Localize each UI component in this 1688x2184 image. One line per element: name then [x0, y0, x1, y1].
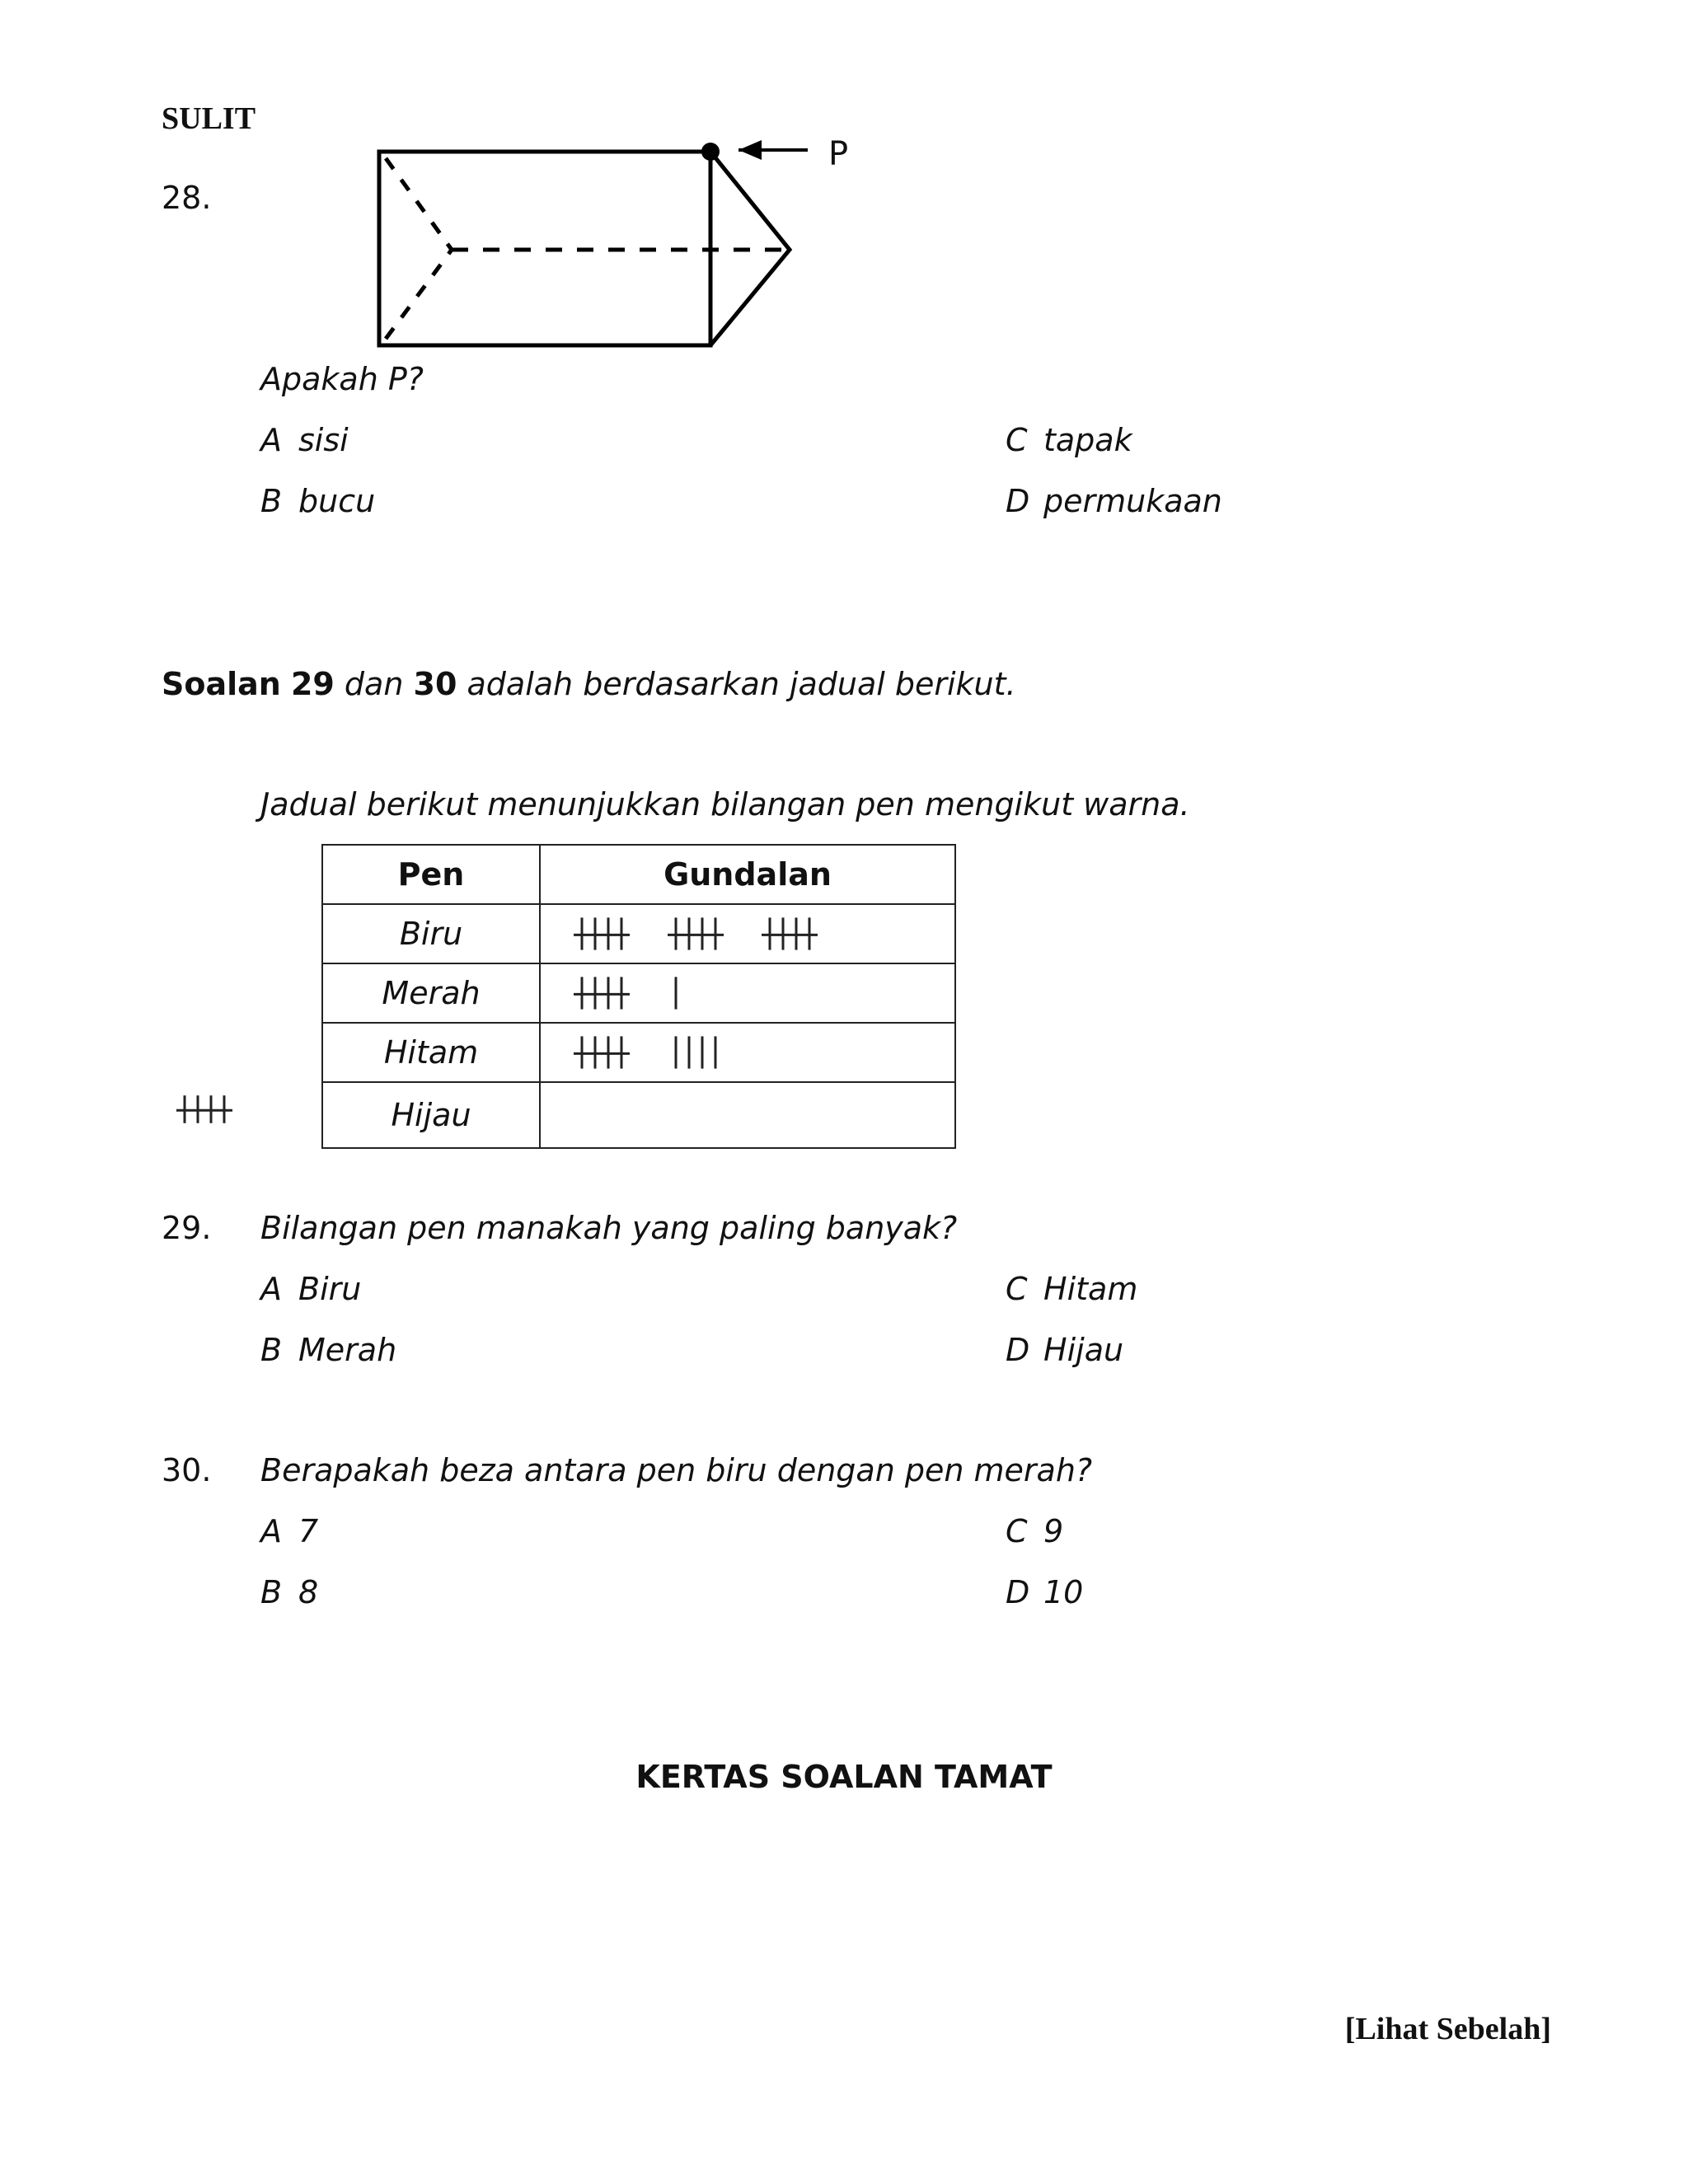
option-letter: D	[1006, 1574, 1030, 1610]
option-letter: D	[1006, 1332, 1030, 1368]
tally-marks	[540, 1023, 955, 1082]
q29-option-b[interactable]	[260, 1332, 396, 1368]
option-text: sisi	[298, 422, 349, 458]
label-p: P	[828, 135, 849, 173]
hidden-edge-bottom	[386, 250, 452, 339]
pen-biru: Biru	[322, 904, 540, 963]
arrow-head	[738, 140, 762, 160]
table-caption: Jadual berikut menunjukkan bilangan pen mengikut warna.	[260, 786, 1190, 823]
option-letter: C	[1006, 1271, 1028, 1307]
question-28-number: 28.	[162, 180, 212, 216]
pen-hitam: Hitam	[322, 1023, 540, 1082]
question-30-text: Berapakah beza antara pen biru dengan pen merah?	[260, 1452, 1093, 1488]
option-text: tapak	[1043, 422, 1132, 458]
prism-front-face	[379, 152, 710, 345]
option-text: Merah	[298, 1332, 397, 1368]
option-letter: B	[260, 1332, 283, 1368]
q28-option-a[interactable]	[260, 422, 349, 458]
option-letter: D	[1006, 483, 1030, 519]
prism-figure	[363, 132, 857, 354]
tally-marks-empty	[540, 1082, 955, 1148]
tally-drawing	[541, 905, 954, 963]
q30-option-d[interactable]	[1006, 1574, 1083, 1610]
option-text: 7	[298, 1513, 319, 1549]
q30-option-a[interactable]	[260, 1513, 318, 1549]
option-letter: B	[260, 1574, 283, 1610]
tally-table	[321, 844, 956, 1149]
tally-drawing	[170, 1085, 285, 1134]
q28-option-c[interactable]	[1006, 422, 1132, 458]
table-row	[322, 904, 955, 963]
section-intro	[162, 666, 1016, 702]
table-row	[322, 1023, 955, 1082]
hijau-tally-outside	[170, 1085, 285, 1134]
question-29-text: Bilangan pen manakah yang paling banyak?	[260, 1210, 958, 1246]
tally-marks	[540, 904, 955, 963]
q30-option-c[interactable]	[1006, 1513, 1063, 1549]
option-text: bucu	[298, 483, 376, 519]
intro-rest: adalah berdasarkan jadual berikut.	[467, 666, 1016, 702]
table-header-row	[322, 845, 955, 904]
q29-option-d[interactable]	[1006, 1332, 1123, 1368]
intro-dan: dan	[344, 666, 404, 702]
option-text: permukaan	[1043, 483, 1222, 519]
option-letter: C	[1006, 422, 1028, 458]
q28-option-b[interactable]	[260, 483, 375, 519]
option-letter: C	[1006, 1513, 1028, 1549]
q29-option-c[interactable]	[1006, 1271, 1137, 1307]
pen-hijau: Hijau	[322, 1082, 540, 1148]
option-text: Biru	[298, 1271, 362, 1307]
next-page-note: [Lihat Sebelah]	[1344, 2012, 1551, 2046]
table-row	[322, 963, 955, 1023]
tally-marks	[540, 963, 955, 1023]
tally-drawing	[541, 964, 954, 1022]
q30-option-b[interactable]	[260, 1574, 318, 1610]
vertex-p-dot	[701, 143, 720, 161]
option-text: 10	[1043, 1574, 1084, 1610]
tally-drawing	[541, 1024, 954, 1081]
option-text: Hitam	[1043, 1271, 1138, 1307]
intro-soalan: Soalan	[162, 666, 281, 702]
option-letter: A	[260, 1513, 282, 1549]
question-30-number: 30.	[162, 1452, 212, 1488]
table-row	[322, 1082, 955, 1148]
hidden-edge-top	[386, 158, 452, 250]
option-text: Hijau	[1043, 1332, 1124, 1368]
option-text: 8	[298, 1574, 319, 1610]
header-pen: Pen	[322, 845, 540, 904]
option-text: 9	[1043, 1513, 1064, 1549]
option-letter: A	[260, 1271, 282, 1307]
q29-option-a[interactable]	[260, 1271, 361, 1307]
intro-number-30: 30	[413, 666, 457, 702]
q28-option-d[interactable]	[1006, 483, 1222, 519]
pen-merah: Merah	[322, 963, 540, 1023]
end-of-paper: KERTAS SOALAN TAMAT	[635, 1759, 1053, 1795]
sulit-label: SULIT	[162, 101, 256, 136]
question-28-text: Apakah P?	[260, 361, 424, 397]
question-29-number: 29.	[162, 1210, 212, 1246]
option-letter: B	[260, 483, 283, 519]
intro-number-29: 29	[290, 666, 335, 702]
header-gundalan: Gundalan	[540, 845, 955, 904]
option-letter: A	[260, 422, 282, 458]
